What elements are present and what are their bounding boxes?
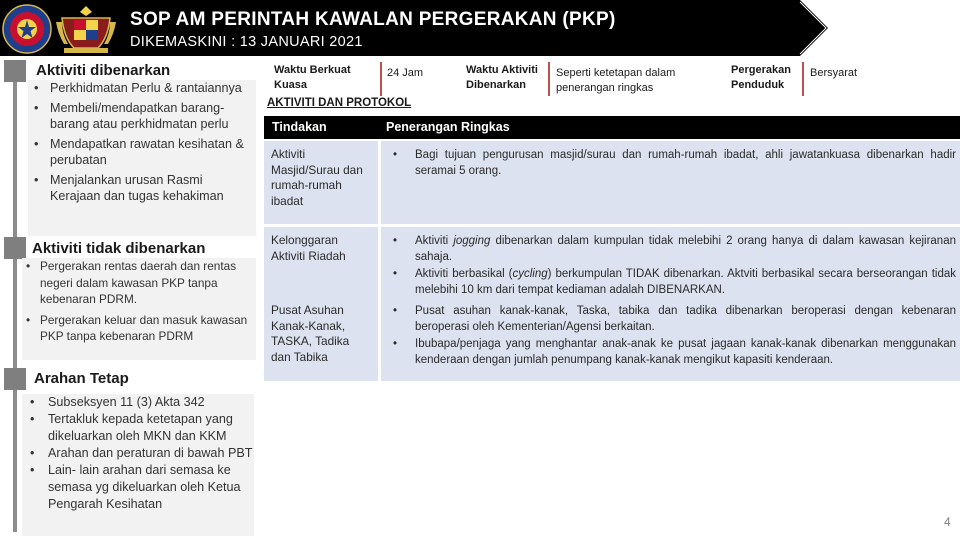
not-allowed-section-title: Aktiviti tidak dibenarkan [32, 240, 206, 257]
page-number: 4 [944, 515, 951, 529]
info-divider [380, 62, 382, 96]
description-item: • Pusat asuhan kanak-kanak, Taska, tabika dan tadika dibenarkan beroperasi dengan kebenaran beroperasi oleh Kementerian/Agensi berkaitan. [381, 303, 960, 335]
movement-label: Pergerakan Penduduk [731, 64, 791, 91]
protocol-heading: AKTIVITI DAN PROTOKOL [267, 97, 412, 109]
list-item: • Perkhidmatan Perlu & rantaiannya [28, 80, 256, 97]
description-item: • Aktiviti berbasikal (cycling) berkumpulan TIDAK dibenarkan. Aktviti berbasikal secara berseorangan tidak melebihi 10 km dari tempat kediaman adalah DIBENARKAN. [381, 266, 960, 298]
description-item: • Aktiviti jogging dibenarkan dalam kumpulan tidak melebihi 2 orang hanya di dalam kawasan kejiranan sahaja. [381, 233, 960, 265]
timeline-line [13, 80, 17, 532]
page-title: SOP AM PERINTAH KAWALAN PERGERAKAN (PKP) [130, 9, 616, 30]
list-item: • Pergerakan keluar dan masuk kawasan PKP tanpa kebenaran PDRM [22, 312, 256, 345]
info-divider [548, 62, 550, 96]
list-item: • Lain- lain arahan dari semasa ke semasa yg dikeluarkan oleh Ketua Pengarah Kesihatan [22, 462, 254, 513]
allowed-activities-box [28, 80, 256, 236]
description-item: • Bagi tujuan pengurusan masjid/surau dan rumah-rumah ibadat, ahli jawatankuasa dibenarkan hadir seramai 5 orang. [381, 147, 960, 179]
malaysia-coat-of-arms-icon [54, 4, 118, 54]
effective-label: Waktu Berkuat Kuasa [274, 64, 351, 91]
section-marker-square [4, 60, 26, 82]
movement-value: Bersyarat [810, 67, 858, 79]
activity-time-label: Waktu Aktiviti Dibenarkan [466, 64, 538, 91]
action-cell: Kelonggaran Aktiviti Riadah [264, 227, 378, 300]
action-cell: Pusat Asuhan Kanak-Kanak, TASKA, Tadika dan Tabika [264, 296, 378, 381]
info-divider [802, 62, 804, 96]
allowed-activities-list [28, 80, 256, 205]
action-cell: Aktiviti Masjid/Surau dan rumah-rumah ibadat [264, 141, 378, 224]
table-row [264, 296, 960, 381]
list-item: • Arahan dan peraturan di bawah PBT [22, 445, 254, 462]
activity-time-value: Seperti ketetapan dalam penerangan ringkas [556, 67, 676, 94]
description-cell [381, 296, 960, 381]
table-header [264, 116, 960, 139]
column-header-description: Penerangan Ringkas [386, 120, 510, 134]
list-item: • Mendapatkan rawatan kesihatan & perubatan [28, 136, 256, 169]
list-item: • Subseksyen 11 (3) Akta 342 [22, 394, 254, 411]
list-item: • Membeli/mendapatkan barang-barang atau perkhidmatan perlu [28, 100, 256, 133]
effective-value: 24 Jam [387, 67, 424, 79]
description-cell [381, 141, 960, 224]
standing-orders-section-title: Arahan Tetap [34, 370, 129, 387]
description-item: • Ibubapa/penjaga yang menghantar anak-anak ke pusat jagaan kanak-kanak dibenarkan menggunakan kenderaan dengan jumlah penumpang kanak-kanak mengikut kapasiti kenderaan. [381, 336, 960, 368]
not-allowed-activities-list [22, 258, 256, 345]
allowed-section-title: Aktiviti dibenarkan [36, 62, 171, 79]
standing-orders-list [22, 394, 254, 513]
list-item: • Pergerakan rentas daerah dan rentas negeri dalam kawasan PKP tanpa kebenaran PDRM. [22, 258, 256, 308]
header-banner [0, 0, 830, 56]
agency-seal-icon [2, 4, 52, 54]
standing-orders-box [22, 394, 254, 536]
section-marker-square [4, 237, 26, 259]
table-row [264, 141, 960, 224]
section-marker-square [4, 368, 26, 390]
not-allowed-activities-box [22, 258, 256, 360]
page-subtitle: DIKEMASKINI : 13 JANUARI 2021 [130, 34, 363, 50]
column-header-action: Tindakan [272, 120, 327, 134]
table-row [264, 227, 960, 300]
list-item: • Menjalankan urusan Rasmi Kerajaan dan tugas kehakiman [28, 172, 256, 205]
description-cell [381, 227, 960, 300]
list-item: • Tertakluk kepada ketetapan yang dikeluarkan oleh MKN dan KKM [22, 411, 254, 445]
